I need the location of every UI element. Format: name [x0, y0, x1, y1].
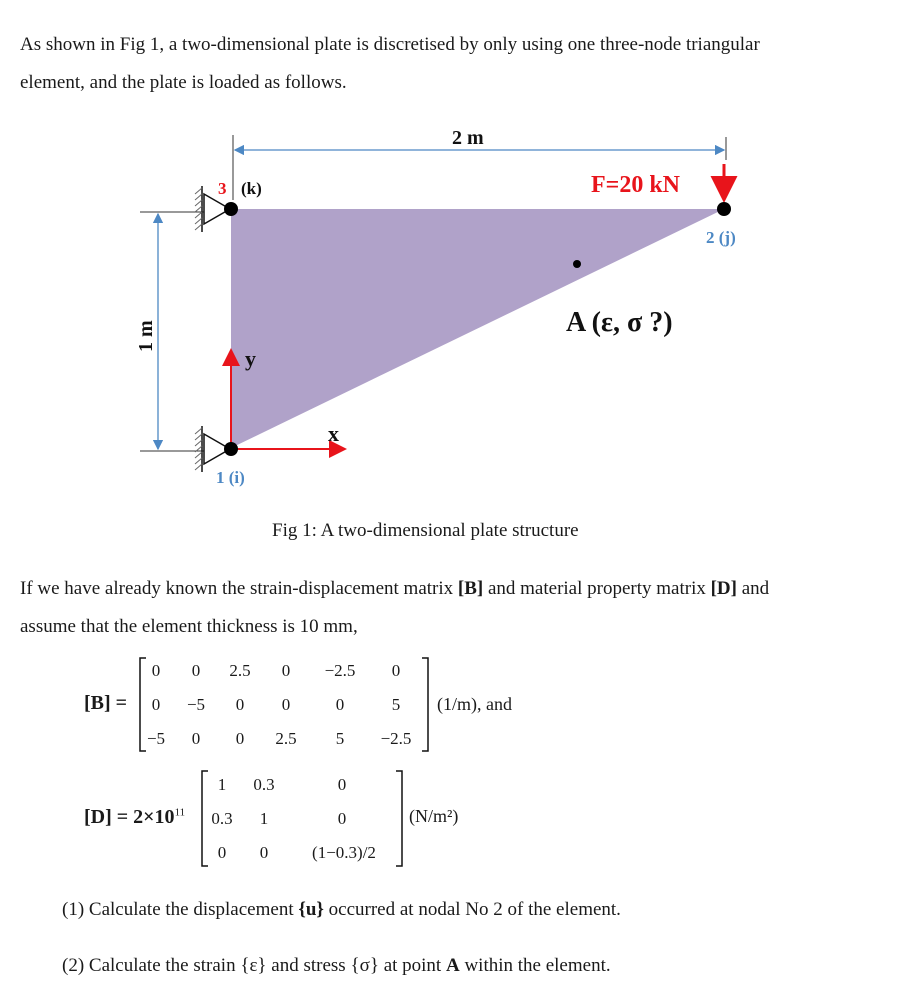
b-cell: 0 [191, 729, 201, 748]
b-cell: 0 [151, 661, 161, 680]
figure-caption: Fig 1: A two-dimensional plate structure [272, 520, 579, 541]
matrix-d-exponent: 11 [174, 806, 186, 819]
point-a-label: A (ε, σ ?) [566, 307, 673, 338]
node-1-marker [224, 442, 238, 456]
matrix-b-ref: [B] [457, 578, 484, 599]
point-a-ref: A [445, 955, 460, 976]
b-cell: 0 [391, 661, 401, 680]
d-cell: 0 [337, 809, 347, 828]
b-cell: −2.5 [324, 661, 356, 680]
d-cell: 1 [217, 775, 227, 794]
stress-symbol: {σ} [350, 955, 379, 976]
b-cell: −2.5 [380, 729, 412, 748]
node-1-label: 1 (i) [216, 468, 245, 487]
question-2 [62, 955, 611, 977]
intro-line-2: element, and the plate is loaded as follows. [20, 72, 347, 93]
question-1 [62, 899, 621, 921]
question-text: occurred at nodal No 2 of the element. [323, 899, 621, 920]
displacement-symbol: {u} [298, 899, 324, 920]
d-cell: 0 [217, 843, 227, 862]
question-text: (2) Calculate the strain [62, 955, 241, 976]
question-text: within the element. [459, 955, 611, 976]
height-label: 1 m [135, 320, 157, 352]
matrix-d-unit: (N/m²) [409, 806, 459, 826]
d-cell: 0 [337, 775, 347, 794]
x-axis-label: x [328, 421, 339, 446]
b-cell: 2.5 [229, 661, 251, 680]
body-paragraph [20, 570, 890, 646]
node-2-marker [717, 202, 731, 216]
b-cell: 0 [151, 695, 161, 714]
d-cell: 0.3 [253, 775, 275, 794]
d-cell: (1−0.3)/2 [312, 843, 376, 862]
body-line-2: assume that the element thickness is 10 mm, [20, 616, 358, 637]
body-text: If we have already known the strain-displacement matrix [20, 578, 458, 599]
question-text: (1) Calculate the displacement [62, 899, 299, 920]
node-3-number: 3 [218, 179, 227, 198]
node-3-name: (k) [241, 179, 262, 198]
body-text: and [737, 578, 770, 599]
b-cell: 2.5 [275, 729, 297, 748]
b-cell: 0 [235, 695, 245, 714]
strain-symbol: {ε} [240, 955, 267, 976]
node-2-label: 2 (j) [706, 228, 736, 247]
matrix-d-ref: [D] [710, 578, 737, 599]
width-label: 2 m [452, 127, 484, 149]
b-cell: 5 [335, 729, 345, 748]
b-cell: 5 [391, 695, 401, 714]
question-text: and stress [266, 955, 351, 976]
b-cell: 0 [191, 661, 201, 680]
intro-line-1: As shown in Fig 1, a two-dimensional plate is discretised by only using one three-node triangular [20, 34, 760, 55]
body-text: and material property matrix [483, 578, 711, 599]
d-cell: 1 [259, 809, 269, 828]
b-cell: 0 [235, 729, 245, 748]
d-cell: 0.3 [211, 809, 233, 828]
d-cell: 0 [259, 843, 269, 862]
matrix-b-label: [B] = [84, 692, 128, 714]
b-cell: −5 [146, 729, 166, 748]
b-cell: 0 [281, 661, 291, 680]
force-label: F=20 kN [591, 172, 681, 198]
y-axis-label: y [245, 346, 256, 371]
b-cell: −5 [186, 695, 206, 714]
matrix-b-unit: (1/m), and [437, 694, 512, 714]
b-cell: 0 [281, 695, 291, 714]
matrix-d-label: $[D] = 2\times 10^{11}$ [84, 806, 186, 828]
question-text: at point [378, 955, 446, 976]
node-3-marker [224, 202, 238, 216]
b-cell: 0 [335, 695, 345, 714]
body-line-1 [20, 570, 890, 608]
point-a-marker [573, 260, 581, 268]
